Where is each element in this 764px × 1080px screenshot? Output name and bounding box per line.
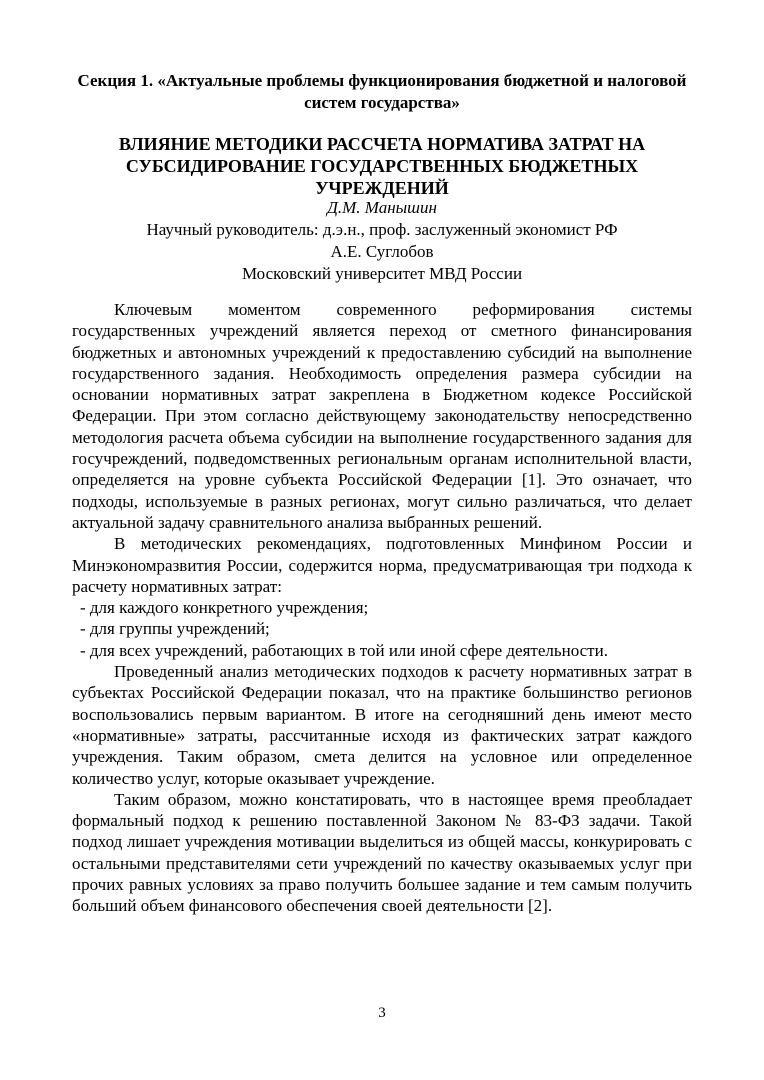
document-page [72, 0, 692, 1080]
section-title: Секция 1. «Актуальные проблемы функционирования бюджетной и налоговой систем государства» [77, 71, 687, 112]
university-name: Московский университет МВД России [241, 264, 523, 283]
page-number: 3 [378, 1005, 386, 1021]
list-item: - для группы учреждений; [80, 619, 270, 639]
author-name: Д.М. Манышин [327, 198, 437, 217]
article-title: ВЛИЯНИЕ МЕТОДИКИ РАССЧЕТА НОРМАТИВА ЗАТРАТ НА СУБСИДИРОВАНИЕ ГОСУДАРСТВЕННЫХ БЮДЖЕТНЫХ УЧРЕЖДЕНИЙ [118, 134, 646, 198]
paragraph: Ключевым моментом современного реформирования системы государственных учреждений является переход от сметного финансирования бюджетных и автономных учреждений к предоставлению субсидий на выполнение государственного задания. Необходимость определения размера субсидии на основании нормативных затрат закреплена в Бюджетном кодексе Российской Федерации. При этом согласно действующему законодательству непосредственно методология расчета объема субсидии на выполнение государственного задания для госучреждений, подведомственных региональным органам исполнительной власти, определяется на уровне субъекта Российской Федерации [1]. Это означает, что подходы, используемые в разных регионах, могут сильно различаться, что делает актуальной задачу сравнительного анализа выбранных решений. [72, 300, 692, 532]
paragraph: В методических рекомендациях, подготовленных Минфином России и Минэкономразвития России, содержится норма, предусматривающая три подхода к расчету нормативных затрат: [72, 534, 692, 596]
list-item: - для каждого конкретного учреждения; [80, 598, 369, 618]
paragraph: Проведенный анализ методических подходов к расчету нормативных затрат в субъектах Российской Федерации показал, что на практике большинство регионов воспользовались первым вариантом. В итоге на сегодняшний день имеют место «нормативные» затраты, рассчитанные исходя из фактических затрат каждого учреждения. Таким образом, смета делится на условное или определенное количество услуг, которые оказывает учреждение. [72, 662, 692, 788]
advisor-name: А.Е. Суглобов [330, 242, 434, 261]
scientific-advisor: Научный руководитель: д.э.н., проф. заслуженный экономист РФ [146, 220, 618, 239]
approaches-list [72, 597, 692, 661]
list-item: - для всех учреждений, работающих в той или иной сфере деятельности. [80, 640, 608, 660]
paragraph: Таким образом, можно констатировать, что в настоящее время преобладает формальный подход к решению поставленной Законом № 83-ФЗ задачи. Такой подход лишает учреждения мотивации выделиться из общей массы, конкурировать с остальными представителями сети учреждений по качеству оказываемых услуг при прочих равных условиях за право получить большее задание и тем самым получить больший объем финансового обеспечения своей деятельности [2]. [72, 789, 692, 916]
article-body [72, 299, 692, 917]
